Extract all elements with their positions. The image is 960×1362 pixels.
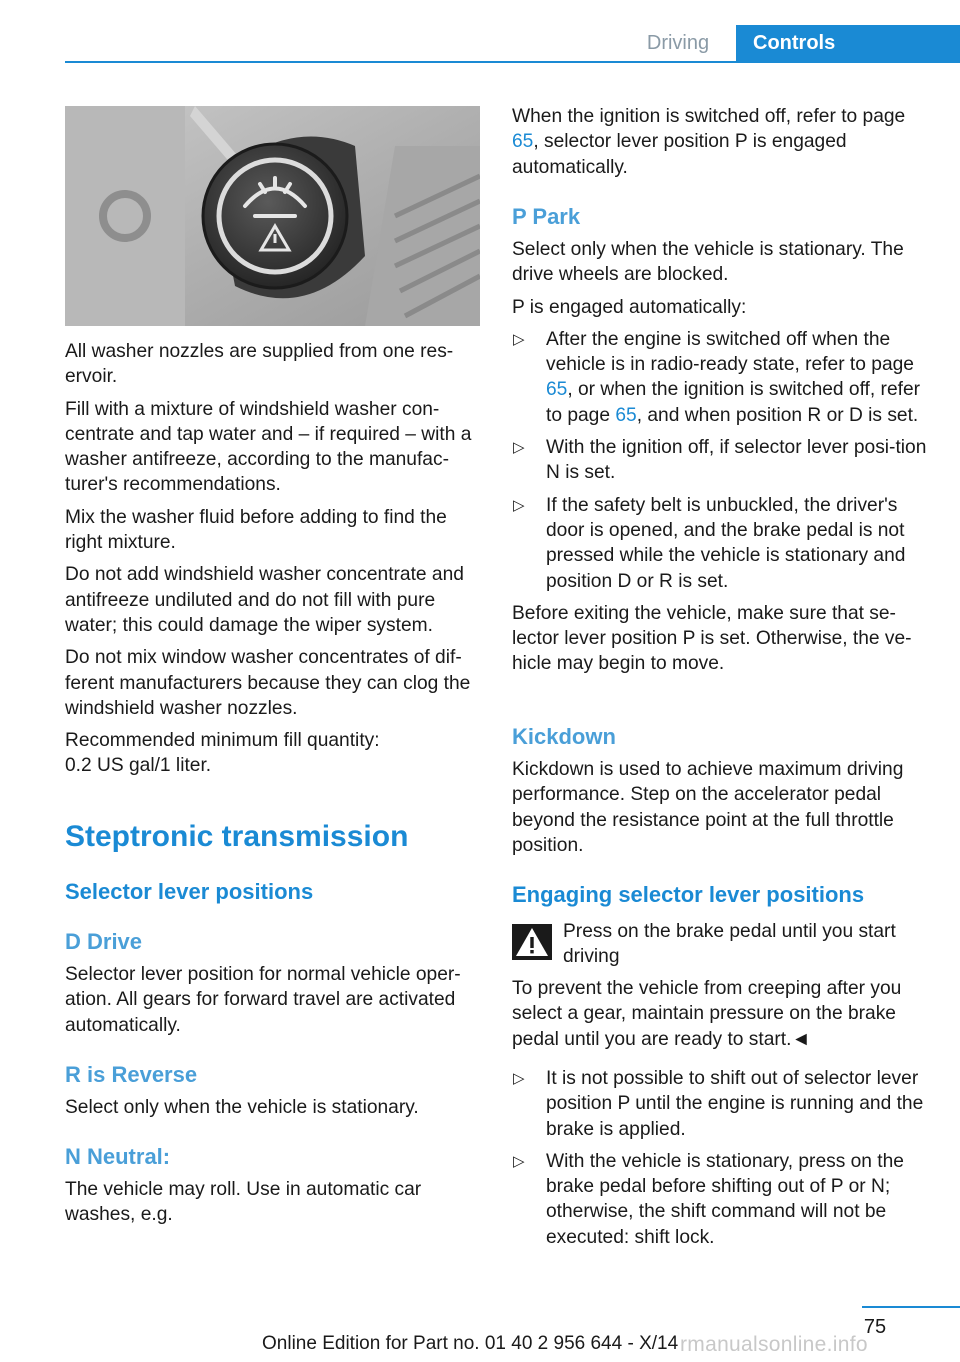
- p-auto-list: [512, 327, 932, 594]
- washer-paragraph: Fill with a mixture of windshield washer con-centrate and tap water and – if required – with a washer antifreeze, according to the manufac-turer's recommendations.: [65, 398, 472, 496]
- kickdown-text: Kickdown is used to achieve maximum driving performance. Step on the accelerator pedal beyond the resistance point at the full throttle position.: [512, 759, 904, 856]
- heading-kickdown: Kickdown: [512, 724, 616, 749]
- fill-quantity-value: 0.2 US gal/1 liter.: [65, 755, 212, 777]
- text-span: , or when the ignition is switched off, refer to page: [546, 379, 921, 426]
- watermark: rmanualsonline.info: [680, 1333, 868, 1356]
- n-neutral-block: [65, 1177, 465, 1235]
- washer-paragraph: Do not add windshield washer concentrate and antifreeze undiluted and do not fill with pure water; this could damage the wiper system.: [65, 564, 464, 636]
- d-drive-block: [65, 962, 485, 1045]
- triangle-right-icon: ▷: [513, 330, 525, 348]
- n-neutral-text: The vehicle may roll. Use in automatic car washes, e.g.: [65, 1179, 422, 1226]
- list-item: [512, 327, 932, 428]
- triangle-right-icon: ▷: [513, 496, 525, 514]
- washer-reservoir-photo: [65, 106, 480, 326]
- triangle-right-icon: ▷: [513, 1070, 525, 1087]
- shift-list-block: [512, 1066, 932, 1257]
- list-item: [512, 1149, 932, 1250]
- warning-text: To prevent the vehicle from creeping after you select a gear, maintain pressure on the brake pedal until you are ready to start.◄: [512, 978, 902, 1050]
- ignition-off-text: [512, 104, 932, 180]
- page-link-65[interactable]: 65: [546, 379, 568, 401]
- washer-paragraph: Do not mix window washer concentrates of dif-ferent manufacturers because they can clog the windshield washer nozzles.: [65, 647, 471, 719]
- fill-quantity-label: Recommended minimum fill quantity:: [65, 730, 380, 752]
- subheading-engaging-selector: Engaging selector lever positions: [512, 882, 865, 907]
- warning-text-block: [512, 976, 932, 1059]
- heading-r-reverse: R is Reverse: [65, 1062, 198, 1087]
- r-reverse-text: Select only when the vehicle is stationary.: [65, 1097, 419, 1118]
- washer-paragraph: All washer nozzles are supplied from one res-ervoir.: [65, 341, 454, 388]
- d-drive-text: Selector lever position for normal vehicle oper-ation. All gears for forward travel are activated automatically.: [65, 964, 461, 1036]
- washer-fluid-text: [65, 339, 485, 786]
- text-span: If the safety belt is unbuckled, the driver's door is opened, and the brake pedal is not pressed while the vehicle is stationary and position D or R is set.: [546, 494, 906, 592]
- triangle-right-icon: ▷: [513, 1152, 525, 1170]
- text-span: With the ignition off, if selector lever posi-tion N is set.: [546, 437, 927, 484]
- washer-paragraph: Mix the washer fluid before adding to find the right mixture.: [65, 506, 447, 554]
- header-section-driving: Driving: [646, 32, 710, 54]
- ignition-off-block: [512, 104, 932, 187]
- footer-edition: Online Edition for Part no. 01 40 2 956 644 - X/14: [262, 1333, 679, 1354]
- text-span: When the ignition is switched off, refer to page: [512, 106, 906, 127]
- heading-d-drive: D Drive: [65, 929, 143, 954]
- text-span: , and when position R or D is set.: [636, 404, 919, 426]
- list-item: [512, 435, 932, 486]
- triangle-right-icon: ▷: [513, 439, 525, 457]
- warning-title: Press on the brake pedal until you start driving: [563, 921, 896, 968]
- text-span: , selector lever position P is engaged automatically.: [512, 131, 847, 178]
- page-link-65[interactable]: 65: [512, 131, 534, 153]
- p-park-text: Select only when the vehicle is stationary. The drive wheels are blocked.: [512, 239, 904, 286]
- warning-triangle-icon: [512, 924, 552, 960]
- shift-list: [512, 1066, 932, 1250]
- p-park-block: [512, 237, 932, 684]
- subheading-selector-lever-positions: Selector lever positions: [65, 879, 314, 904]
- before-exit-text: Before exiting the vehicle, make sure that se-lector lever position P is set. Otherwise, the ve-hicle may begin to move.: [512, 602, 912, 675]
- list-item: [512, 1066, 932, 1142]
- kickdown-block: [512, 757, 932, 865]
- heading-p-park: P Park: [512, 204, 581, 229]
- header-chapter-controls: Controls: [736, 25, 960, 61]
- page-number: 75: [863, 1316, 887, 1338]
- fill-quantity: [65, 728, 485, 779]
- header-rule: [65, 61, 960, 63]
- list-item: [512, 493, 932, 594]
- text-span: It is not possible to shift out of selector lever position P until the engine is running and the brake is applied.: [546, 1068, 924, 1140]
- warning-title-block: [563, 919, 931, 977]
- text-span: After the engine is switched off when the vehicle is in radio-ready state, refer to page: [546, 328, 914, 376]
- section-heading-steptronic: Steptronic transmission: [65, 820, 409, 853]
- footer-rule: [862, 1306, 960, 1308]
- heading-n-neutral: N Neutral:: [65, 1144, 171, 1169]
- text-span: With the vehicle is stationary, press on the brake pedal before shifting out of P or N; otherwise, the shift command will not be executed: shift lock.: [546, 1150, 904, 1248]
- p-auto-text: P is engaged automatically:: [512, 296, 747, 318]
- r-reverse-block: [65, 1095, 485, 1127]
- page-link-65[interactable]: 65: [615, 404, 637, 426]
